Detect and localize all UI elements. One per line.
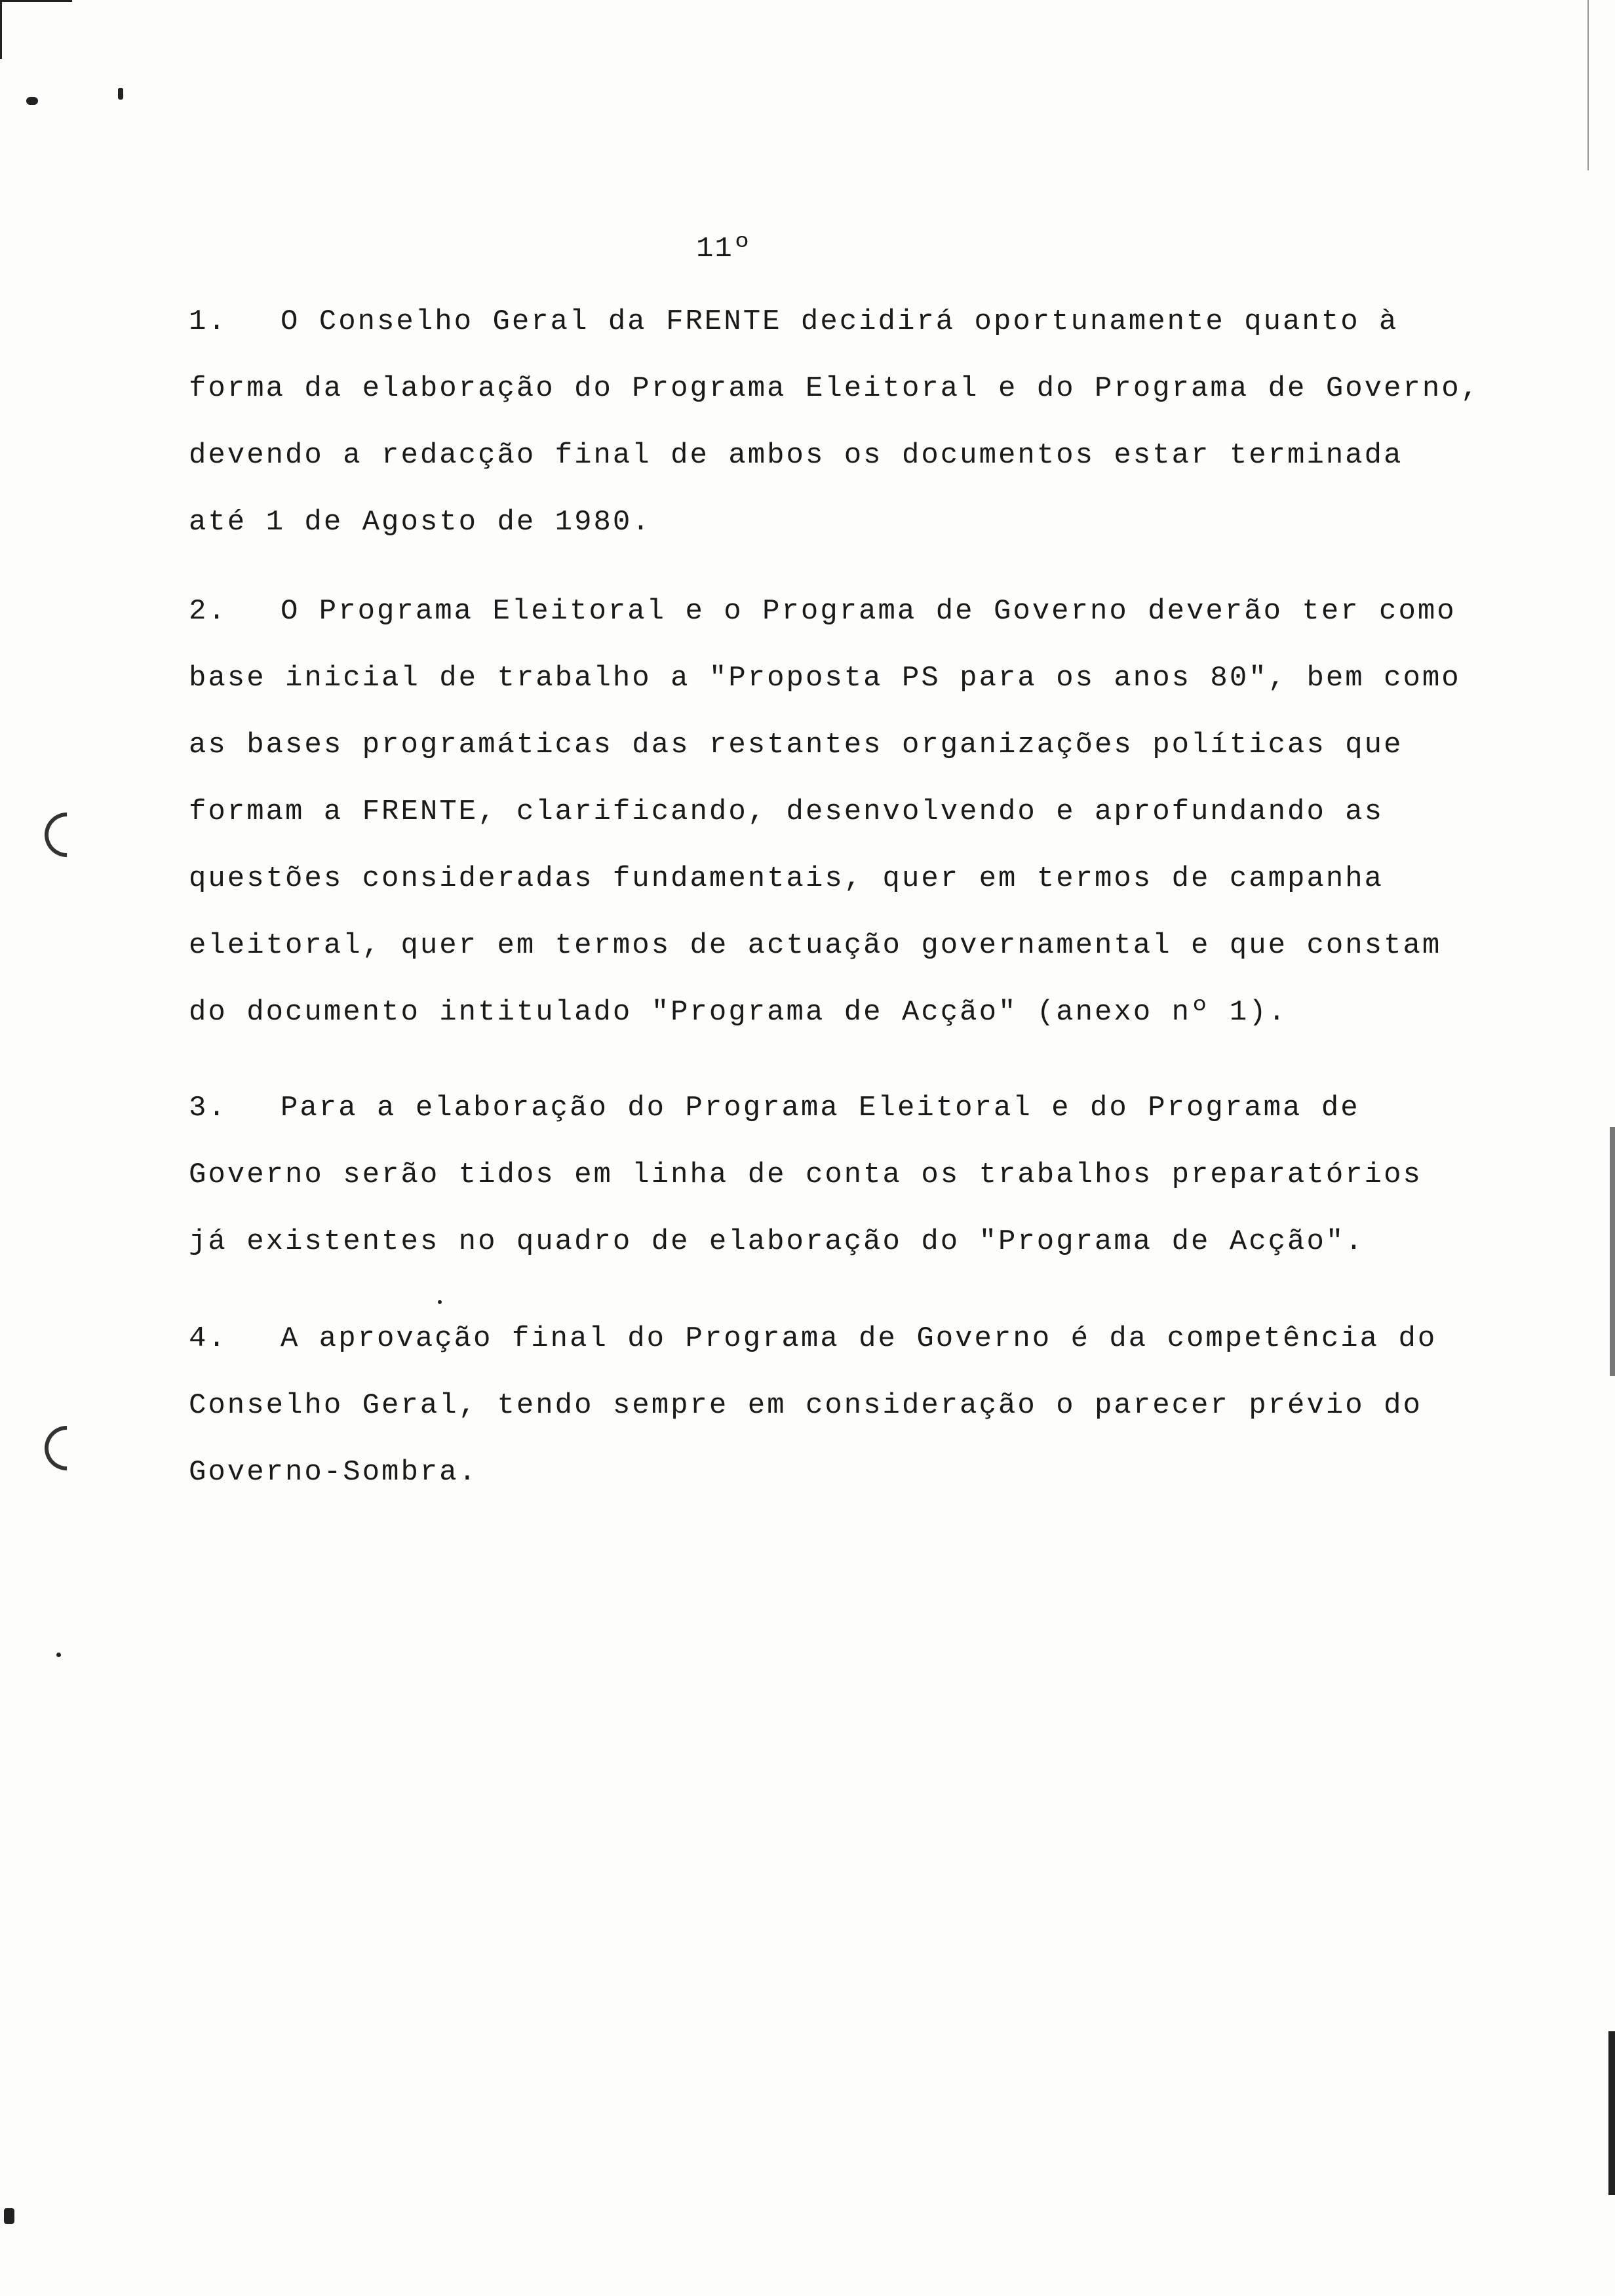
paragraph-number: 1. [189, 305, 227, 338]
corner-line-mark [0, 0, 72, 2]
speck-mark [118, 88, 123, 100]
paragraph-line: Conselho Geral, tendo sempre em consideração o parecer prévio do [189, 1389, 1422, 1422]
paragraph-number: 2. [189, 595, 227, 628]
paragraph-line: até 1 de Agosto de 1980. [189, 506, 652, 539]
speck-mark [26, 97, 38, 105]
paragraph-line: eleitoral, quer em termos de actuação governamental e que constam [189, 929, 1442, 962]
paragraph-line: 1. O Conselho Geral da FRENTE decidirá oportunamente quanto à [189, 288, 1506, 355]
paragraph-line: as bases programáticas das restantes organizações políticas que [189, 729, 1403, 761]
scan-edge-mark [1610, 1127, 1615, 1376]
paragraph-line: base inicial de trabalho a "Proposta PS para os anos 80", bem como [189, 662, 1461, 695]
paragraph-3 [189, 1075, 1506, 1275]
paragraph-line: Governo-Sombra. [189, 1456, 478, 1489]
paragraph-4 [189, 1305, 1506, 1506]
speck-mark [56, 1653, 61, 1657]
scan-edge-mark [1587, 0, 1589, 170]
paragraph-1 [189, 288, 1506, 556]
paragraph-2 [189, 578, 1506, 1046]
punch-hole-icon [35, 803, 98, 866]
paragraph-number: 3. [189, 1092, 227, 1124]
corner-vertical-mark [0, 0, 2, 59]
paragraph-line: já existentes no quadro de elaboração do "Programa de Acção". [189, 1225, 1365, 1258]
paragraph-line: formam a FRENTE, clarificando, desenvolvendo e aprofundando as [189, 795, 1384, 828]
paragraph-number: 4. [189, 1322, 227, 1355]
paragraph-line: forma da elaboração do Programa Eleitoral e do Programa de Governo, [189, 372, 1481, 405]
paragraph-line: 3. Para a elaboração do Programa Eleitoral e do Programa de [189, 1075, 1506, 1141]
paragraph-line: devendo a redacção final de ambos os documentos estar terminada [189, 439, 1403, 472]
paragraph-line: 4. A aprovação final do Programa de Governo é da competência do [189, 1305, 1506, 1372]
scan-edge-mark [1608, 2031, 1615, 2195]
speck-mark [4, 2208, 14, 2224]
speck-mark [438, 1300, 442, 1304]
page-number: 11º [696, 233, 752, 265]
paragraph-line: do documento intitulado "Programa de Acção" (anexo nº 1). [189, 996, 1288, 1029]
paragraph-line: 2. O Programa Eleitoral e o Programa de Governo deverão ter como [189, 578, 1506, 645]
punch-hole-icon [35, 1417, 98, 1480]
paragraph-line: Governo serão tidos em linha de conta os trabalhos preparatórios [189, 1158, 1422, 1191]
paragraph-line: questões consideradas fundamentais, quer em termos de campanha [189, 862, 1384, 895]
